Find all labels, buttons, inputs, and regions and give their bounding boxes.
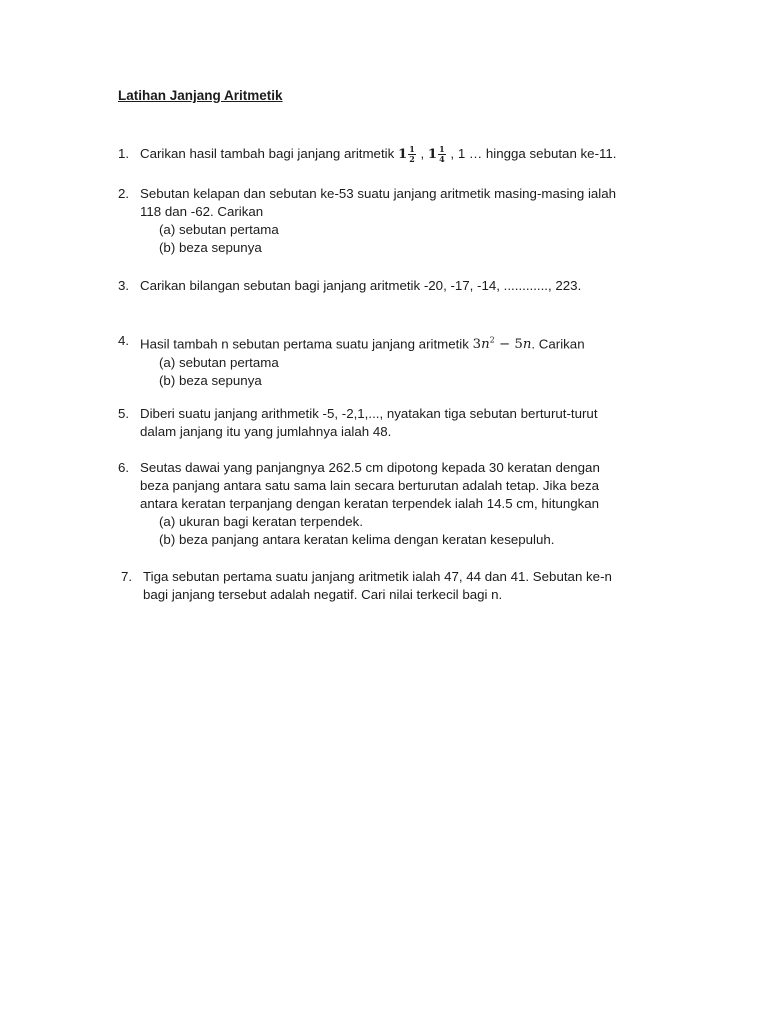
question-line: Tiga sebutan pertama suatu janjang aritmetik ialah 47, 44 dan 41. Sebutan ke-n: [143, 569, 612, 584]
question-7: [121, 568, 612, 604]
question-3: [118, 277, 581, 295]
question-5: [118, 405, 598, 441]
question-line: beza panjang antara satu sama lain secara berturutan adalah tetap. Jika beza: [140, 478, 600, 493]
question-text: Hasil tambah n sebutan pertama suatu janjang aritmetik $3n^2 - 5n$. Carikan: [140, 336, 585, 353]
question-line: antara keratan terpanjang dengan keratan terpendek ialah 14.5 cm, hitungkan: [140, 496, 600, 511]
question-line: Diberi suatu janjang arithmetik -5, -2,1,..., nyatakan tiga sebutan berturut-turut: [140, 406, 598, 421]
question-text: Carikan hasil tambah bagi janjang aritmetik 1 $\frac{1}{2}$ , 1 $\frac{1}{4}$ , 1 … hingga sebutan ke-11.: [140, 144, 617, 164]
sub-question-a: (a) sebutan pertama: [159, 355, 279, 371]
sub-question-a: (a) ukuran bagi keratan terpendek.: [159, 514, 364, 529]
question-number: 5.: [118, 406, 130, 421]
question-number: 7.: [121, 569, 133, 584]
sub-question-b: (b) beza panjang antara keratan kelima dengan keratan kesepuluh.: [159, 532, 555, 547]
mixed-fraction-2: 1 $\frac{1}{4}$: [427, 144, 445, 164]
sub-question-a: (a) sebutan pertama: [159, 222, 279, 237]
question-4: [118, 332, 585, 390]
question-line: 118 dan -62. Carikan: [140, 204, 264, 219]
question-number: 1.: [118, 146, 130, 161]
question-6: [118, 459, 600, 549]
question-number: 6.: [118, 460, 130, 475]
sub-question-b: (b) beza sepunya: [159, 240, 262, 255]
question-1: [118, 145, 617, 164]
question-line: Seutas dawai yang panjangnya 262.5 cm dipotong kepada 30 keratan dengan: [140, 460, 600, 475]
question-line: bagi janjang tersebut adalah negatif. Cari nilai terkecil bagi n.: [143, 587, 503, 602]
question-number: 4.: [118, 333, 130, 348]
question-line: Sebutan kelapan dan sebutan ke-53 suatu janjang aritmetik masing-masing ialah: [140, 186, 617, 201]
question-number: 2.: [118, 186, 130, 201]
page-title: Latihan Janjang Aritmetik: [118, 88, 283, 103]
sub-question-b: (b) beza sepunya: [159, 373, 262, 389]
question-number: 3.: [118, 278, 130, 293]
question-line: Carikan bilangan sebutan bagi janjang aritmetik -20, -17, -14, ............, 223.: [140, 278, 582, 293]
mixed-fraction-1: 1 $\frac{1}{2}$: [397, 144, 415, 164]
question-2: [118, 185, 616, 257]
question-line: dalam janjang itu yang jumlahnya ialah 48.: [140, 424, 392, 439]
math-expression: $3n^2 - 5n$: [472, 336, 532, 353]
